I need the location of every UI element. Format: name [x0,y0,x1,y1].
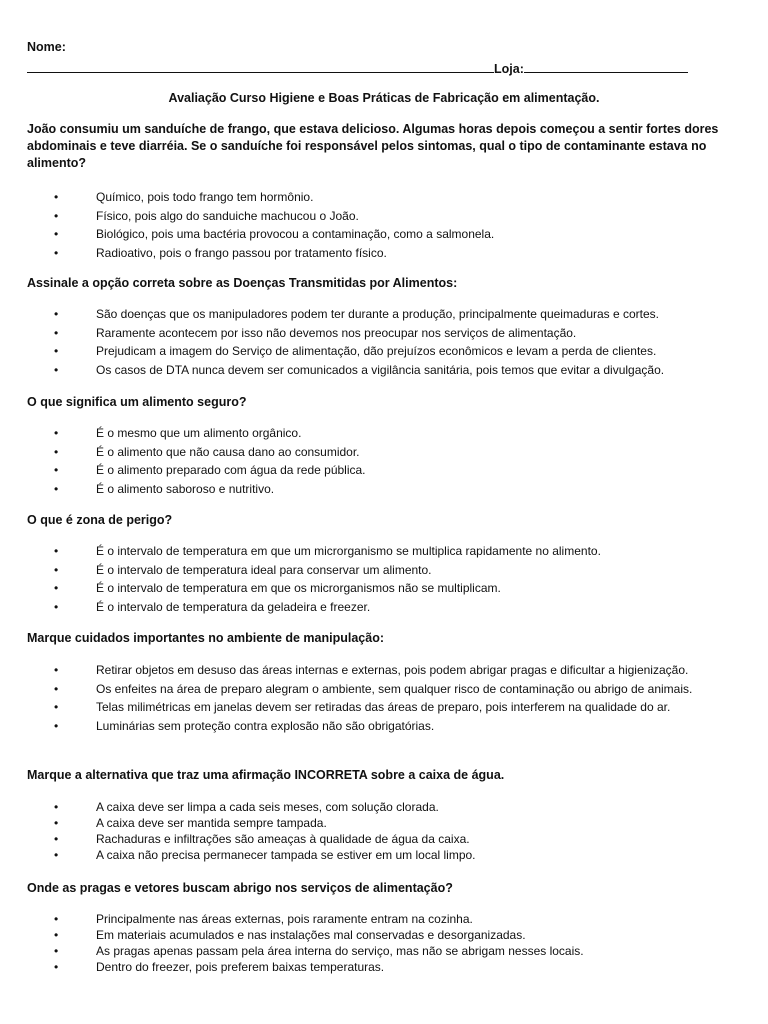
list-item: • Telas milimétricas em janelas devem ser retiradas das áreas de preparo, pois interferem na qualidade do ar. [27,698,739,717]
bullet-icon: • [54,681,59,696]
list-item: • Raramente acontecem por isso não devemos nos preocupar nos serviços de alimentação. [27,324,739,343]
question-7: Onde as pragas e vetores buscam abrigo nos serviços de alimentação? [27,881,453,895]
list-item: • Biológico, pois uma bactéria provocou a contaminação, como a salmonela. [27,225,739,244]
bullet-icon: • [54,426,59,440]
bullet-icon: • [54,718,59,733]
question-4: O que é zona de perigo? [27,513,173,527]
bullet-icon: • [54,848,59,862]
store-field-line[interactable] [524,60,688,73]
question-2-options [27,305,739,379]
bullet-icon: • [54,912,59,926]
bullet-icon: • [54,663,59,677]
list-item: • É o alimento saboroso e nutritivo. [27,480,739,499]
question-1: João consumiu um sanduíche de frango, que estava delicioso. Algumas horas depois começou a sentir fortes dores abdominais e teve diarréia. Se o sanduíche foi responsável pelos sintomas, qual o tipo de contaminante estava no alimento? [27,122,719,170]
list-item: • A caixa não precisa permanecer tampada se estiver em um local limpo. [54,848,476,862]
bullet-icon: • [54,307,59,321]
list-item: • É o intervalo de temperatura ideal para conservar um alimento. [27,561,739,580]
bullet-icon: • [54,325,59,340]
list-item: • Retirar objetos em desuso das áreas internas e externas, pois podem abrigar pragas e dificultar a higienização. [27,661,739,680]
bullet-icon: • [54,562,59,577]
question-7-options [27,911,739,975]
bullet-icon: • [54,581,59,595]
list-item: • Radioativo, pois o frango passou por tratamento físico. [27,244,739,263]
list-item: • Dentro do freezer, pois preferem baixas temperaturas. [54,960,385,974]
name-store-line [27,60,689,76]
question-2: Assinale a opção correta sobre as Doenças Transmitidas por Alimentos: [27,276,458,290]
question-5: Marque cuidados importantes no ambiente de manipulação: [27,631,385,645]
bullet-icon: • [54,463,59,477]
bullet-icon: • [54,444,59,459]
bullet-icon: • [54,599,59,614]
question-1-options [27,188,739,262]
bullet-icon: • [54,344,59,358]
page-title: Avaliação Curso Higiene e Boas Práticas de Fabricação em alimentação. [168,91,600,105]
bullet-icon: • [54,816,59,830]
bullet-icon: • [54,227,59,241]
list-item: • É o alimento que não causa dano ao consumidor. [27,443,739,462]
question-5-options [27,661,739,735]
store-label: Loja: [494,62,524,76]
list-item: • Em materiais acumulados e nas instalações mal conservadas e desorganizadas. [54,928,526,942]
question-4-options [27,542,739,616]
question-3: O que significa um alimento seguro? [27,395,247,409]
bullet-icon: • [54,481,59,496]
list-item: • Físico, pois algo do sanduiche machucou o João. [27,207,739,226]
bullet-icon: • [54,700,59,714]
bullet-icon: • [54,190,59,204]
list-item: • É o intervalo de temperatura em que os microrganismos não se multiplicam. [27,579,739,598]
bullet-icon: • [54,208,59,223]
name-label: Nome: [27,40,66,54]
list-item: • É o intervalo de temperatura em que um microrganismo se multiplica rapidamente no alimento. [27,542,739,561]
bullet-icon: • [54,928,59,942]
list-item: • É o mesmo que um alimento orgânico. [27,424,739,443]
bullet-icon: • [54,800,59,814]
question-6-options [27,799,739,863]
bullet-icon: • [54,362,59,377]
list-item: • Químico, pois todo frango tem hormônio. [27,188,739,207]
question-3-options [27,424,739,498]
bullet-icon: • [54,245,59,260]
list-item: • Os enfeites na área de preparo alegram o ambiente, sem qualquer risco de contaminação ou abrigo de animais. [27,680,739,699]
list-item: • Os casos de DTA nunca devem ser comunicados a vigilância sanitária, pois temos que evitar a divulgação. [27,361,739,380]
name-field-line[interactable] [27,60,494,73]
bullet-icon: • [54,960,59,974]
list-item: • Rachaduras e infiltrações são ameaças à qualidade de água da caixa. [54,832,470,846]
list-item: • A caixa deve ser mantida sempre tampada. [54,816,327,830]
list-item: • As pragas apenas passam pela área interna do serviço, mas não se abrigam nesses locais. [54,944,584,958]
list-item: • Principalmente nas áreas externas, pois raramente entram na cozinha. [54,912,473,926]
list-item: • São doenças que os manipuladores podem ter durante a produção, principalmente queimaduras e cortes. [27,305,739,324]
list-item: • A caixa deve ser limpa a cada seis meses, com solução clorada. [54,800,439,814]
list-item: • É o intervalo de temperatura da geladeira e freezer. [27,598,739,617]
list-item: • Prejudicam a imagem do Serviço de alimentação, dão prejuízos econômicos e levam a perda de clientes. [27,342,739,361]
bullet-icon: • [54,944,59,958]
bullet-icon: • [54,544,59,558]
list-item: • Luminárias sem proteção contra explosão não são obrigatórias. [27,717,739,736]
list-item: • É o alimento preparado com água da rede pública. [27,461,739,480]
question-6: Marque a alternativa que traz uma afirmação INCORRETA sobre a caixa de água. [27,768,505,782]
bullet-icon: • [54,832,59,846]
